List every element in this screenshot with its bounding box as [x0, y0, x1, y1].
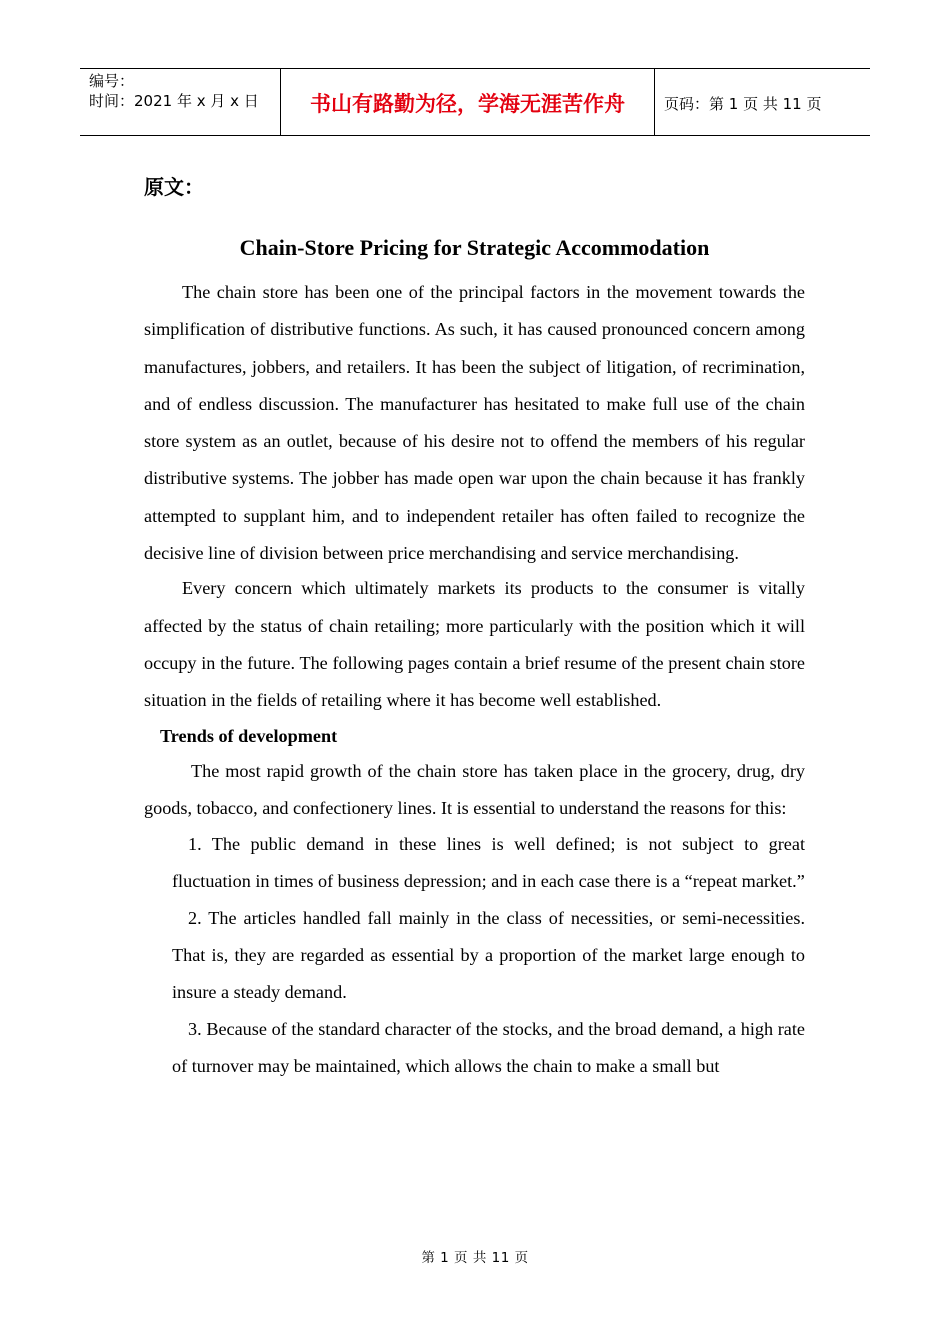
- header-time-label: 时间：2021 年 x 月 x 日: [89, 92, 259, 110]
- list-item: 2. The articles handled fall mainly in the class of necessities, or semi-necessities. That is, they are regarded as essential by a proportion of the market large enough to insure a steady demand.: [172, 907, 805, 1003]
- document-title: Chain-Store Pricing for Strategic Accommodation: [239, 235, 710, 260]
- section-label: 原文：: [144, 175, 204, 199]
- page-header: [80, 68, 870, 136]
- paragraph-3: The most rapid growth of the chain store has taken place in the grocery, drug, dry goods, tobacco, and confectionery lines. It is essential to understand the reasons for this:: [144, 760, 805, 818]
- paragraph-2: Every concern which ultimately markets its products to the consumer is vitally affected by the status of chain retailing; more particularly with the position which it will occupy in the future. The following pages contain a brief resume of the present chain store situation in the fields of retailing where it has become well established.: [144, 578, 805, 711]
- subheading: Trends of development: [160, 725, 338, 746]
- header-number-label: 编号：: [89, 72, 135, 90]
- header-motto: 书山有路勤为径，学海无涯苦作舟: [281, 69, 655, 135]
- document-body: [144, 168, 805, 1085]
- header-meta: [80, 69, 281, 135]
- list-item: 3. Because of the standard character of the stocks, and the broad demand, a high rate of turnover may be maintained, which allows the chain to make a small but: [172, 1018, 805, 1076]
- paragraph-1: The chain store has been one of the principal factors in the movement towards the simplification of distributive functions. As such, it has caused pronounced concern among manufactures, jobbers, and retailers. It has been the subject of litigation, of recrimination, and of endless discussion. The manufacturer has hesitated to make full use of the chain store system as an outlet, because of his desire not to offend the members of his regular distributive systems. The jobber has made open war upon the chain because it has frankly attempted to supplant him, and to independent retailer has often failed to recognize the decisive line of division between price merchandising and service merchandising.: [144, 282, 805, 564]
- page-footer: 第 1 页 共 11 页: [421, 1250, 529, 1266]
- header-page-label: 页码：第 1 页 共 11 页: [664, 94, 822, 113]
- list-item: 1. The public demand in these lines is well defined; is not subject to great fluctuation in times of business depression; and in each case there is a “repeat market.”: [172, 834, 805, 892]
